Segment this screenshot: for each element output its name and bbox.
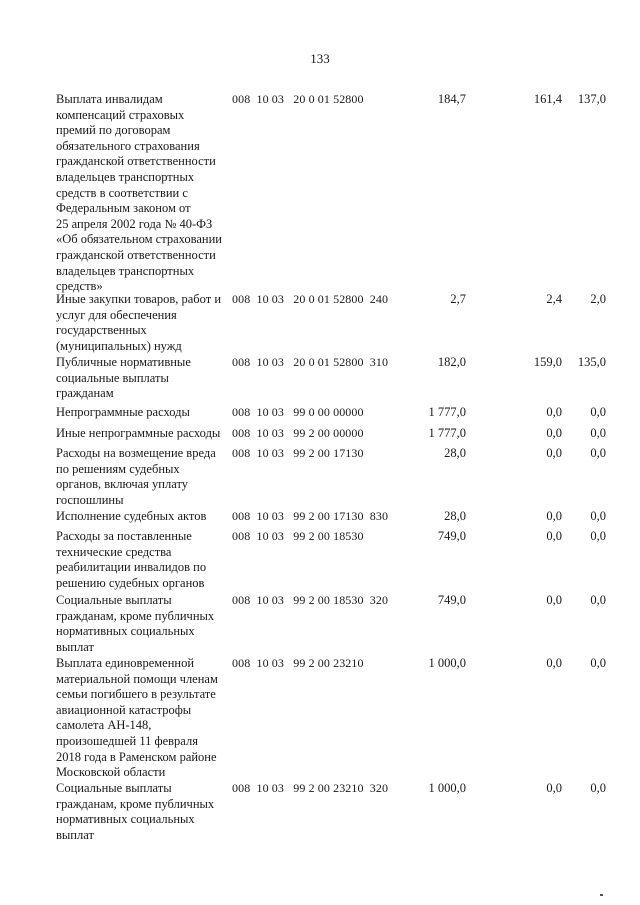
row-code: 008 10 03 99 2 00 17130 — [232, 446, 364, 460]
row-value-3: 0,0 — [590, 593, 606, 607]
row-code: 008 10 03 99 0 00 00000 — [232, 405, 364, 419]
row-name: Выплата инвалидам компенсаций страховых премий по договорам обязательного страхования гражданской ответственности владельцев транспортных средств в соответствии с Федеральным законом от 25 апреля 2002 года № 40-ФЗ «Об обязательном страховании гражданской ответственности владельцев транспортных средств» — [56, 92, 222, 294]
row-name: Непрограммные расходы — [56, 405, 190, 419]
row-value-2: 0,0 — [546, 781, 562, 795]
row-name: Исполнение судебных актов — [56, 509, 207, 523]
row-value-3: 0,0 — [590, 656, 606, 670]
row-value-1: 28,0 — [444, 509, 466, 523]
scan-mark — [600, 894, 603, 896]
row-name: Публичные нормативные социальные выплаты гражданам — [56, 355, 191, 401]
row-name: Расходы на возмещение вреда по решениям судебных органов, включая уплату госпошлины — [56, 446, 216, 507]
row-value-3: 2,0 — [590, 292, 606, 306]
row-value-3: 0,0 — [590, 405, 606, 419]
row-code: 008 10 03 99 2 00 17130 830 — [232, 509, 389, 523]
row-name: Иные закупки товаров, работ и услуг для обеспечения государственных (муниципальных) нужд — [56, 292, 222, 353]
row-name: Социальные выплаты гражданам, кроме публичных нормативных социальных выплат — [56, 593, 215, 654]
row-value-1: 182,0 — [437, 355, 466, 369]
row-value-2: 0,0 — [546, 529, 562, 543]
row-value-3: 0,0 — [590, 529, 606, 543]
row-value-1: 28,0 — [444, 446, 466, 460]
row-value-3: 137,0 — [577, 92, 606, 106]
row-value-2: 0,0 — [546, 426, 562, 440]
row-value-1: 2,7 — [450, 292, 466, 306]
row-value-3: 0,0 — [590, 781, 606, 795]
row-value-2: 0,0 — [546, 446, 562, 460]
row-value-2: 0,0 — [546, 405, 562, 419]
row-value-1: 1 000,0 — [428, 656, 466, 670]
row-code: 008 10 03 99 2 00 23210 320 — [232, 781, 389, 795]
row-value-1: 1 000,0 — [428, 781, 466, 795]
row-value-1: 749,0 — [437, 529, 466, 543]
row-value-3: 0,0 — [590, 509, 606, 523]
row-value-3: 0,0 — [590, 446, 606, 460]
row-value-3: 0,0 — [590, 426, 606, 440]
row-name: Социальные выплаты гражданам, кроме публичных нормативных социальных выплат — [56, 781, 215, 842]
row-value-2: 0,0 — [546, 509, 562, 523]
row-value-2: 0,0 — [546, 656, 562, 670]
row-value-2: 2,4 — [546, 292, 562, 306]
page-number: 133 — [310, 51, 330, 66]
row-value-1: 1 777,0 — [428, 426, 466, 440]
row-value-1: 749,0 — [437, 593, 466, 607]
row-value-1: 184,7 — [437, 92, 466, 106]
row-value-2: 161,4 — [533, 92, 562, 106]
row-code: 008 10 03 99 2 00 00000 — [232, 426, 364, 440]
row-name: Расходы за поставленные технические средства реабилитации инвалидов по решению судебных органов — [56, 529, 207, 590]
row-value-3: 135,0 — [577, 355, 606, 369]
row-value-2: 0,0 — [546, 593, 562, 607]
row-value-2: 159,0 — [533, 355, 562, 369]
row-value-1: 1 777,0 — [428, 405, 466, 419]
row-name: Иные непрограммные расходы — [56, 426, 221, 440]
row-code: 008 10 03 20 0 01 52800 310 — [232, 355, 389, 369]
row-code: 008 10 03 20 0 01 52800 — [232, 92, 364, 106]
row-code: 008 10 03 99 2 00 23210 — [232, 656, 364, 670]
row-code: 008 10 03 20 0 01 52800 240 — [232, 292, 389, 306]
row-name: Выплата единовременной материальной помощи членам семьи погибшего в результате авиационной катастрофы самолета АН-148, произошедшей 11 февраля 2018 года в Раменском районе Московской области — [56, 656, 218, 780]
row-code: 008 10 03 99 2 00 18530 320 — [232, 593, 389, 607]
row-code: 008 10 03 99 2 00 18530 — [232, 529, 364, 543]
